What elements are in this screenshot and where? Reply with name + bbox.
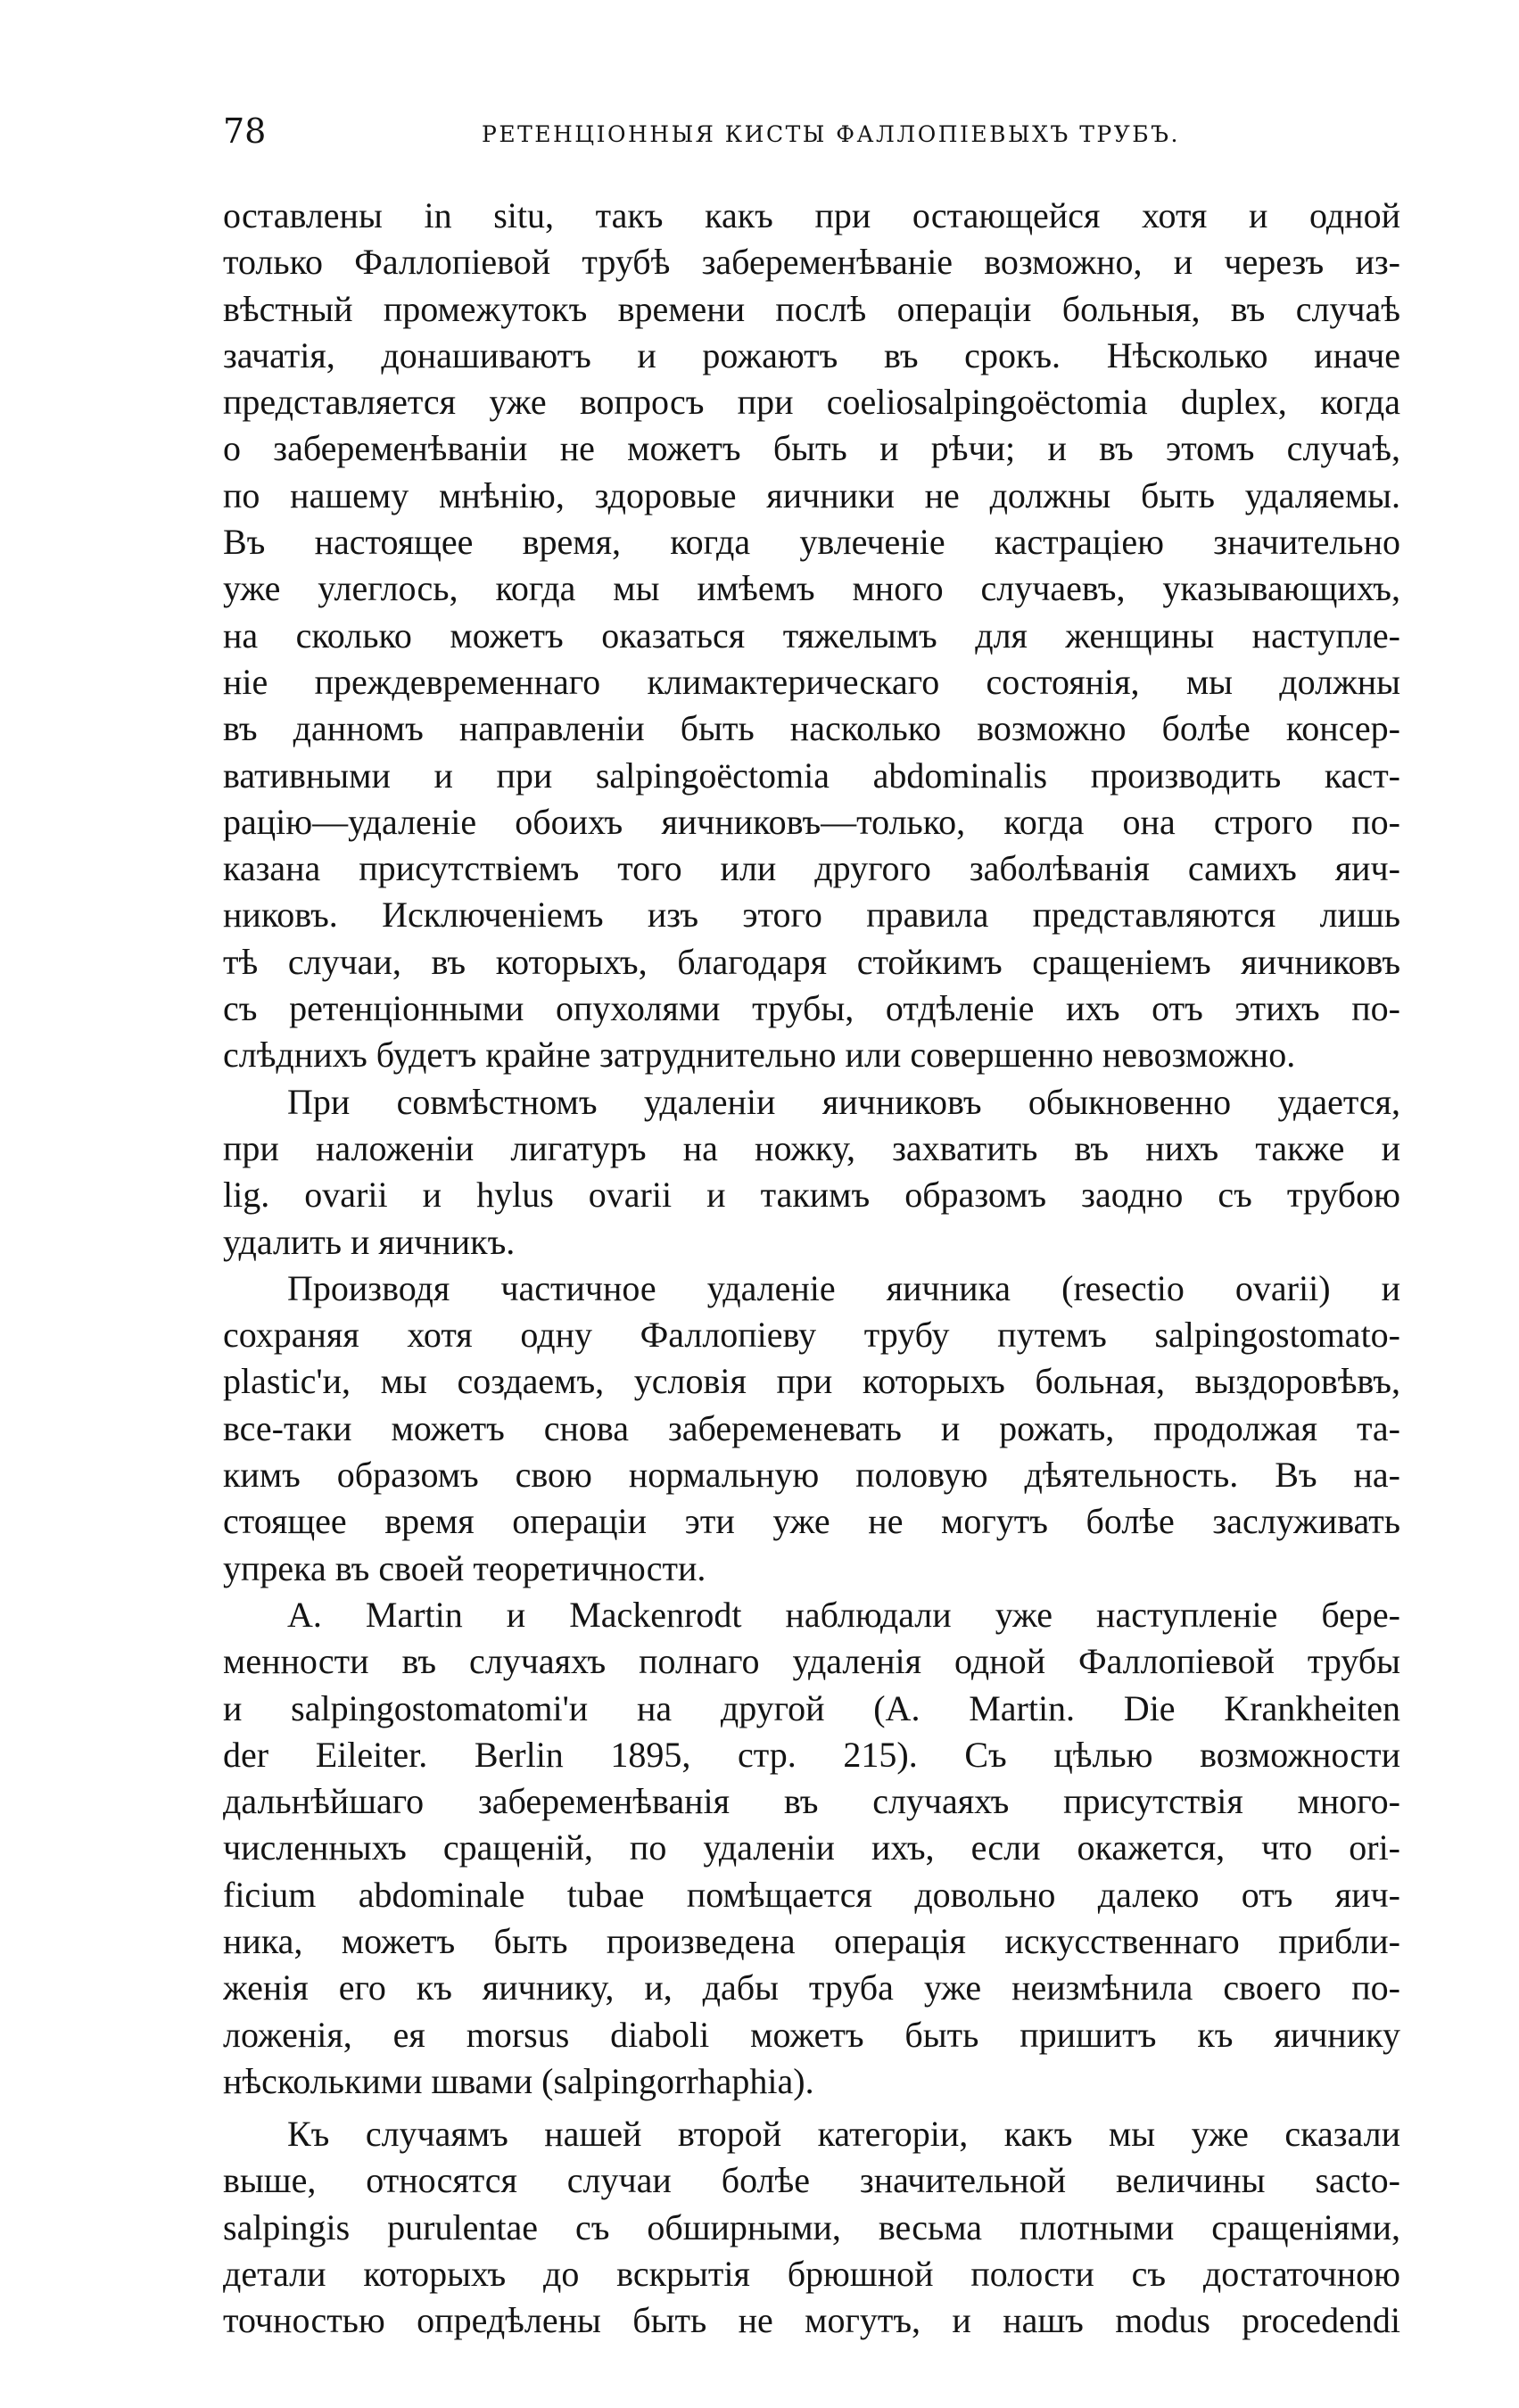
text-line: salpingis purulentae съ обширными, весьма плотными сращеніями,	[223, 2206, 1400, 2247]
text-line: Въ настоящее время, когда увлеченіе кастраціею значительно	[223, 522, 1400, 563]
text-line: тѣ случаи, въ которыхъ, благодаря стойкимъ сращеніемъ яичниковъ	[223, 941, 1400, 982]
text-line: представляется уже вопросъ при coeliosalpingoëctomia duplex, когда	[223, 382, 1400, 423]
page-header	[223, 109, 1400, 159]
running-title: РЕТЕНЦІОННЫЯ КИСТЫ ФАЛЛОПІЕВЫХЪ ТРУБЪ.	[482, 121, 1180, 147]
text-line: Производя частичное удаленіе яичника (resectio ovarii) и	[287, 1267, 1400, 1308]
text-line: ficium abdominale tubae помѣщается довольно далеко отъ яич-	[223, 1874, 1400, 1915]
text-line: женія его къ яичнику, и, дабы труба уже неизмѣнила своего по-	[223, 1967, 1400, 2008]
page-number: 78	[223, 111, 267, 151]
text-line: Къ случаямъ нашей второй категоріи, какъ мы уже сказали	[287, 2114, 1400, 2155]
text-line: на сколько можетъ оказаться тяжелымъ для женщины наступле-	[223, 614, 1400, 656]
text-line: вѣстный промежутокъ времени послѣ операціи больныя, въ случаѣ	[223, 288, 1400, 329]
text-line: все-таки можетъ снова забеременевать и рожать, продолжая та-	[223, 1407, 1400, 1448]
text-line: сохраняя хотя одну Фаллопіеву трубу путемъ salpingostomato-	[223, 1315, 1400, 1356]
text-line: выше, относятся случаи болѣе значительной величины sacto-	[223, 2160, 1400, 2201]
text-line: ника, можетъ быть произведена операція искусственнаго прибли-	[223, 1920, 1400, 1961]
text-line: plastic'и, мы создаемъ, условія при которыхъ больная, выздоровѣвъ,	[223, 1361, 1400, 1402]
text-line: менности въ случаяхъ полнаго удаленія одной Фаллопіевой трубы	[223, 1641, 1400, 1682]
text-line: удалить и яичникъ.	[223, 1221, 516, 1262]
text-line: уже улеглось, когда мы имѣемъ много случаевъ, указывающихъ,	[223, 568, 1400, 609]
text-line: нѣсколькими швами (salpingorrhaphia).	[223, 2060, 814, 2101]
text-line: и salpingostomatomi'и на другой (A. Martin. Die Krankheiten	[223, 1687, 1400, 1728]
text-line: der Eileiter. Berlin 1895, стр. 215). Съ цѣлью возможности	[223, 1734, 1400, 1775]
text-line: въ данномъ направленіи быть насколько возможно болѣе консер-	[223, 708, 1400, 749]
text-line: зачатія, донашиваютъ и рожаютъ въ срокъ. Нѣсколько иначе	[223, 334, 1400, 375]
text-line: оставлены in situ, такъ какъ при остающейся хотя и одной	[223, 195, 1400, 235]
text-line: При совмѣстномъ удаленіи яичниковъ обыкновенно удается,	[287, 1081, 1400, 1122]
text-line: рацію—удаленіе обоихъ яичниковъ—только, когда она строго по-	[223, 801, 1400, 842]
text-line: дальнѣйшаго забеременѣванія въ случаяхъ присутствія много-	[223, 1781, 1400, 1822]
body-text	[223, 193, 1400, 2345]
text-line: казана присутствіемъ того или другого заболѣванія самихъ яич-	[223, 848, 1400, 889]
text-line: A. Martin и Mackenrodt наблюдали уже наступленіе бере-	[287, 1594, 1400, 1635]
text-line: кимъ образомъ свою нормальную половую дѣятельность. Въ на-	[223, 1455, 1400, 1496]
text-line: ніе преждевременнаго климактерическаго состоянія, мы должны	[223, 661, 1400, 702]
text-line: стоящее время операціи эти уже не могутъ болѣе заслуживать	[223, 1501, 1400, 1542]
text-line: упрека въ своей теоретичности.	[223, 1547, 706, 1588]
text-line: lig. ovarii и hylus ovarii и такимъ образомъ заодно съ трубою	[223, 1175, 1400, 1216]
text-line: детали которыхъ до вскрытія брюшной полости съ достаточною	[223, 2254, 1400, 2295]
text-line: точностью опредѣлены быть не могутъ, и нашъ modus procedendi	[223, 2300, 1400, 2341]
text-line: по нашему мнѣнію, здоровые яичники не должны быть удаляемы.	[223, 474, 1400, 515]
text-line: съ ретенціонными опухолями трубы, отдѣленіе ихъ отъ этихъ по-	[223, 988, 1400, 1029]
text-line: вативными и при salpingoëctomia abdominalis производить каст-	[223, 755, 1400, 796]
text-line: при наложеніи лигатуръ на ножку, захватить въ нихъ также и	[223, 1127, 1400, 1168]
text-line: только Фаллопіевой трубѣ забеременѣваніе возможно, и черезъ из-	[223, 242, 1400, 283]
text-line: о забеременѣваніи не можетъ быть и рѣчи; и въ этомъ случаѣ,	[223, 428, 1400, 469]
text-line: ложенія, ея morsus diaboli можетъ быть пришитъ къ яичнику	[223, 2014, 1400, 2055]
text-line: слѣднихъ будетъ крайне затруднительно или совершенно невозможно.	[223, 1035, 1296, 1076]
text-line: никовъ. Исключеніемъ изъ этого правила представляются лишь	[223, 895, 1400, 936]
text-line: численныхъ сращеній, по удаленіи ихъ, если окажется, что ori-	[223, 1827, 1400, 1868]
